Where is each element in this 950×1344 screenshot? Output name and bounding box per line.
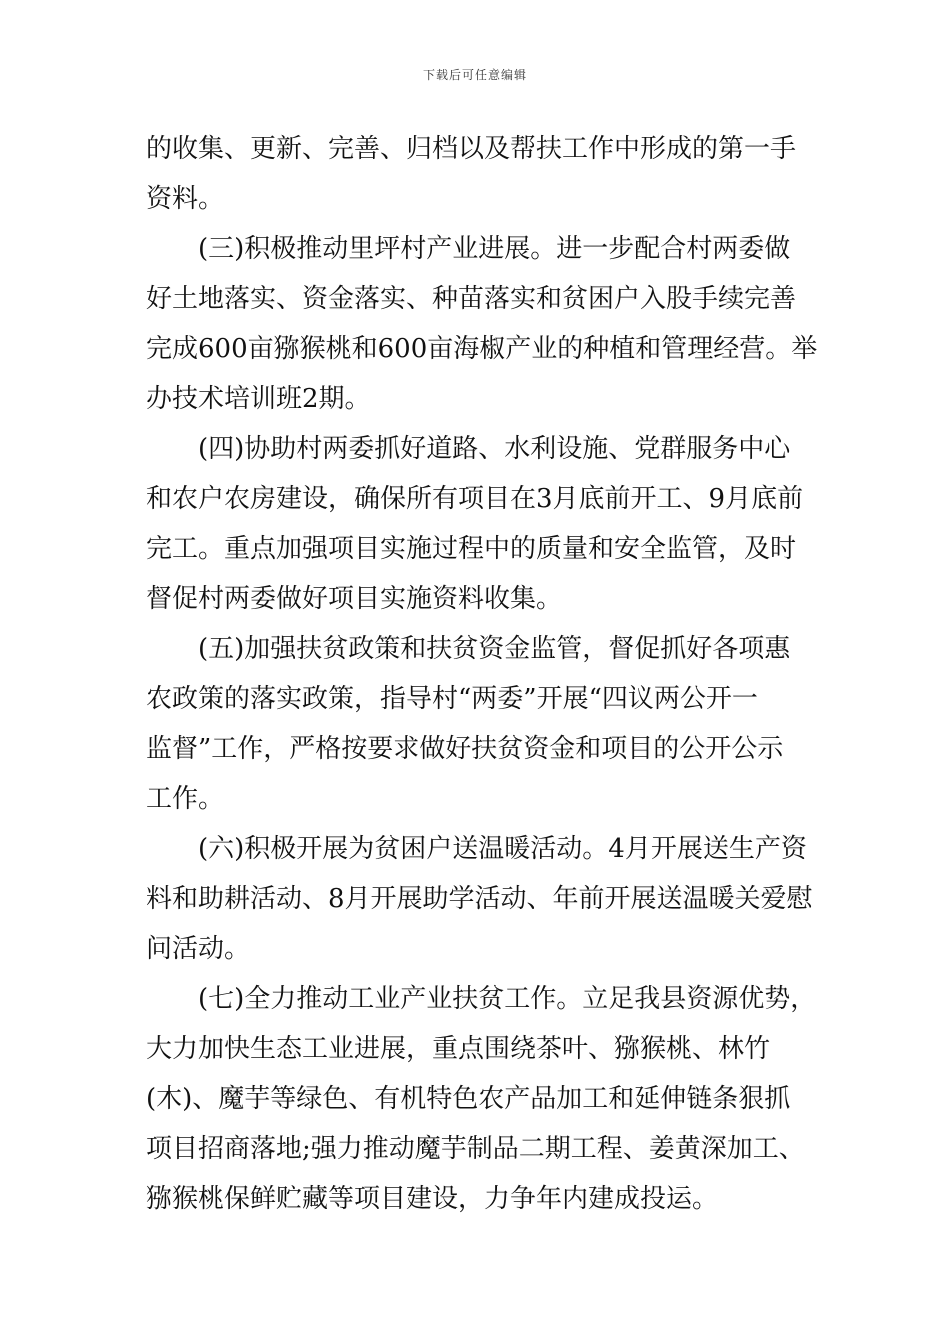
text-line: 问活动。 — [146, 934, 251, 964]
text-line: (木)、魔芋等绿色、有机特色农产品加工和延伸链条狠抓 — [146, 1084, 791, 1114]
text-line: 督促村两委做好项目实施资料收集。 — [146, 584, 563, 614]
text-line: 资料。 — [146, 184, 225, 214]
text-line: 猕猴桃保鲜贮藏等项目建设，力争年内建成投运。 — [146, 1184, 719, 1214]
text-line: (七)全力推动工业产业扶贫工作。立足我县资源优势， — [198, 984, 817, 1014]
page-header: 下载后可任意编辑 — [422, 68, 527, 82]
text-line: 办技术培训班2期。 — [146, 384, 371, 414]
text-line: (四)协助村两委抓好道路、水利设施、党群服务中心 — [198, 434, 791, 464]
document-body — [146, 124, 836, 1224]
text-line: (六)积极开展为贫困户送温暖活动。4月开展送生产资 — [198, 834, 807, 864]
text-line: 项目招商落地;强力推动魔芋制品二期工程、姜黄深加工、 — [146, 1134, 805, 1164]
text-line: (五)加强扶贫政策和扶贫资金监管，督促抓好各项惠 — [198, 634, 791, 664]
text-line: 大力加快生态工业进展，重点围绕茶叶、猕猴桃、林竹 — [146, 1034, 771, 1064]
text-line: (三)积极推动里坪村产业进展。进一步配合村两委做 — [198, 234, 791, 264]
text-line: 的收集、更新、完善、归档以及帮扶工作中形成的第一手 — [146, 134, 797, 164]
text-line: 和农户农房建设，确保所有项目在3月底前开工、9月底前 — [146, 484, 804, 514]
text-line: 完成600亩猕猴桃和600亩海椒产业的种植和管理经营。举 — [146, 334, 818, 364]
text-line: 料和助耕活动、8月开展助学活动、年前开展送温暖关爱慰 — [146, 884, 813, 914]
text-line: 农政策的落实政策，指导村“两委”开展“四议两公开一 — [146, 684, 758, 714]
text-line: 工作。 — [146, 784, 225, 814]
text-line: 完工。重点加强项目实施过程中的质量和安全监管，及时 — [146, 534, 797, 564]
text-line: 监督”工作，严格按要求做好扶贫资金和项目的公开公示 — [146, 734, 784, 764]
text-line: 好土地落实、资金落实、种苗落实和贫困户入股手续完善 — [146, 284, 797, 314]
